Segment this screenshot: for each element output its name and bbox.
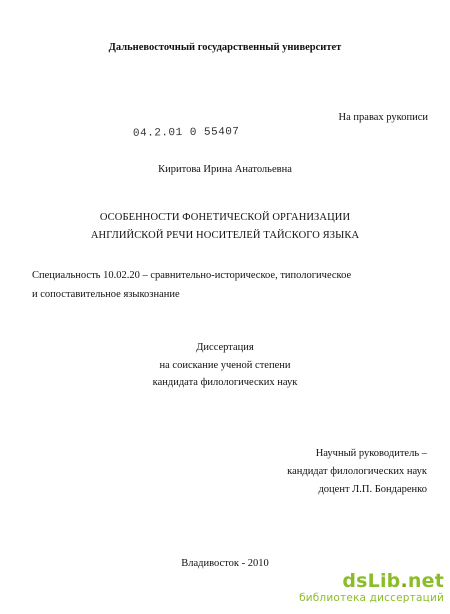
supervisor-degree: кандидат филологических наук (287, 466, 427, 477)
university-name: Дальневосточный государственный университет (108, 42, 342, 53)
logo-main: dsLib (342, 570, 401, 592)
dslib-logo[interactable] (299, 570, 444, 592)
specialty-line-1: Специальность 10.02.20 – сравнительно-историческое, типологическое (32, 270, 352, 281)
dslib-watermark[interactable] (299, 570, 444, 605)
supervisor-name: доцент Л.П. Бондаренко (318, 484, 427, 495)
degree-name: кандидата филологических наук (152, 377, 298, 388)
author-name: Киритова Ирина Анатольевна (158, 164, 292, 175)
degree-purpose: на соискание ученой степени (159, 360, 291, 371)
logo-dot: . (400, 570, 408, 592)
supervisor-label: Научный руководитель – (315, 448, 427, 459)
logo-tld: net (407, 570, 444, 592)
dslib-subtitle: библиотека диссертаций (299, 592, 444, 604)
dissertation-label: Диссертация (196, 342, 254, 353)
registration-stamp: 04.2.01 0 55407 (132, 126, 240, 140)
dissertation-title-line-2: АНГЛИЙСКОЙ РЕЧИ НОСИТЕЛЕЙ ТАЙСКОГО ЯЗЫКА (90, 230, 360, 241)
dissertation-title-line-1: ОСОБЕННОСТИ ФОНЕТИЧЕСКОЙ ОРГАНИЗАЦИИ (99, 212, 351, 223)
specialty-line-2: и сопоставительное языкознание (32, 289, 180, 300)
manuscript-rights-note: На правах рукописи (338, 112, 428, 123)
city-year: Владивосток - 2010 (181, 558, 269, 569)
